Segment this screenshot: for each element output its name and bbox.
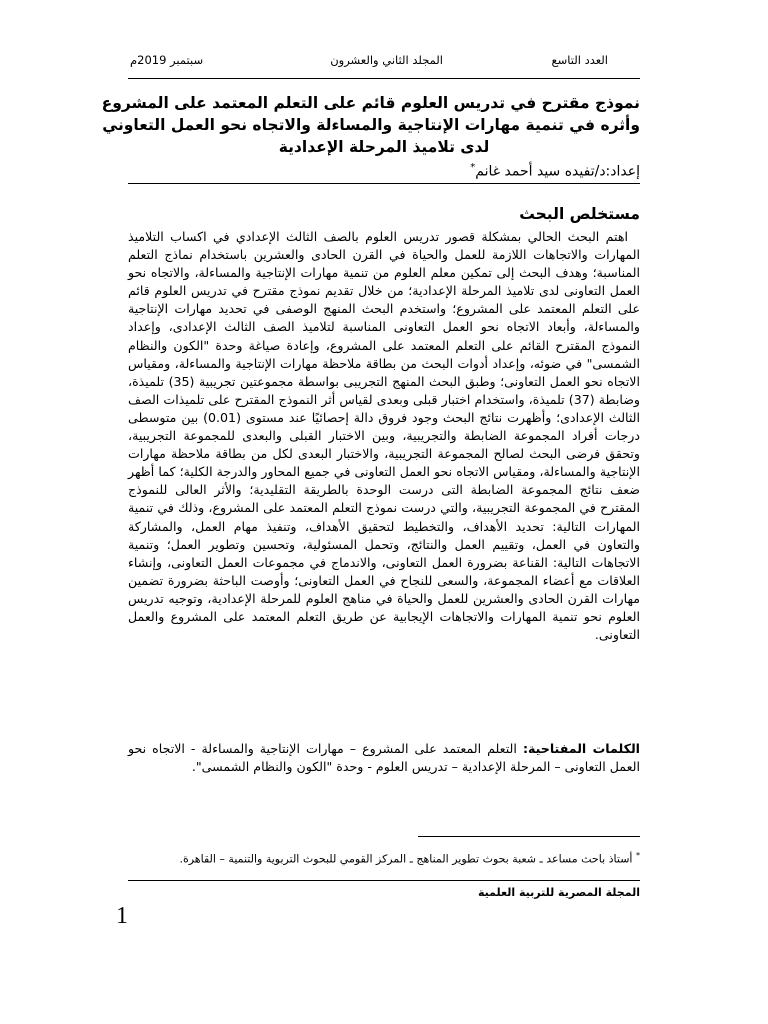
- issue-label: العدد التاسع: [551, 53, 608, 67]
- footer-rule: [128, 880, 640, 881]
- volume-label: المجلد الثاني والعشرون: [330, 53, 443, 67]
- abstract-heading: مستخلص البحث: [519, 205, 640, 223]
- title-line-2: وأثره في تنمية مهارات الإنتاجية والمساءلة والاتجاه نحو العمل التعاوني: [102, 116, 640, 134]
- keywords: [128, 740, 640, 776]
- author-rule: [128, 183, 640, 184]
- author-name: إعداد:د/تفيده سيد أحمد غانم: [475, 163, 640, 180]
- running-header: [130, 50, 608, 70]
- date-label: سبتمبر 2019م: [130, 53, 204, 67]
- keywords-label: الكلمات المفتاحية:: [522, 741, 640, 756]
- keywords-text: التعلم المعتمد على المشروع – مهارات الإنتاجية والمساءلة - الاتجاه نحو العمل التعاونى – المرحلة الإعدادية – تدريس العلوم - وحدة "الكون والنظام الشمسى".: [128, 741, 640, 775]
- footnote-text: أستاذ باحث مساعد ـ شعبة بحوث تطوير المناهج ـ المركز القومي للبحوث التربوية والتنمية – القاهرة.: [179, 852, 633, 866]
- title-line-3: لدى تلاميذ المرحلة الإعدادية: [278, 138, 490, 156]
- header-rule: [128, 78, 640, 79]
- footnote-marker: *: [636, 851, 640, 860]
- journal-name: المجلة المصرية للتربية العلمية: [478, 886, 640, 899]
- title-line-1: نموذج مقترح في تدريس العلوم قائم على التعلم المعتمد على المشروع: [101, 94, 640, 112]
- paper-title: [101, 92, 640, 158]
- author-footnote-marker: *: [470, 162, 476, 173]
- author-line: [470, 158, 640, 182]
- abstract-body: اهتم البحث الحالي بمشكلة قصور تدريس العلوم بالصف الثالث الإعدادي في اكساب التلاميذ المهارات والاتجاهات اللازمة للعمل والحياة في القرن الحادى والعشرين باستخدام نماذج التعلم المناسبة؛ وهدف البحث إلى تمكين معلم العلوم من تنمية مهارات الإنتاجية والمساءلة، والاتجاه نحو العمل التعاونى لدى تلاميذ المرحلة الإعدادية؛ من خلال تقديم نموذج مقترح في تدريس العلوم قائم على التعلم المعتمد على المشروع؛ واستخدم البحث المنهج الوصفى في تحديد مهارات الإنتاجية والمساءلة، وأبعاد الاتجاه نحو العمل التعاونى المناسبة لتلاميذ الصف الثالث الإعدادى، وإعداد النموذج المقترح القائم على التعلم المعتمد على المشروع، وإعادة صياغة وحدة "الكون والنظام الشمسى" في ضوئه، وإعداد أدوات البحث من بطاقة ملاحظة مهارات الإنتاجية والمساءلة، ومقياس الاتجاه نحو العمل التعاونى؛ وطبق البحث المنهج التجريبى بواسطة مجموعتين تجريبية (35) تلميذة، وضابطة (37) تلميذة، واستخدام اختبار قبلى وبعدى لقياس أثر النموذج المقترح على تلميذات الصف الثالث الإعدادى؛ وأظهرت نتائج البحث وجود فروق دالة إحصائيًا عند مستوى (0.01) بين متوسطى درجات أفراد المجموعة الضابطة والتجريبية، وبين الاختبار القبلى والبعدى للمجموعة التجريبية، وتحقق فرضى البحث لصالح المجموعة التجريبية، والاختبار البعدى لكل من بطاقة ملاحظة مهارات الإنتاجية والمساءلة، ومقياس الاتجاه نحو العمل التعاونى في جميع المحاور والدرجة الكلية؛ كما أظهر ضعف نتائج المجموعة الضابطة التى درست الوحدة بالطريقة التقليدية؛ والأثر العالى للنموذج المقترح في المجموعة التجريبية، والتي درست نموذج التعلم المعتمد على المشروع، وذلك في تنمية المهارات التالية: تحديد الأهداف، والتخطيط لتحقيق الأهداف، وتنفيذ مهام العمل، والمشاركة والتعاون في العمل، وتقييم العمل والنتائج، وتحمل المسئولية، وتحسين وتطوير العمل؛ وتنمية الاتجاهات التالية: القناعة بضرورة العمل التعاونى، والاندماج في مجموعات العمل التعاونى، وإنشاء العلاقات مع أعضاء المجموعة، والسعى للنجاح في العمل التعاونى؛ وأوصت الباحثة بضرورة تضمين مهارات القرن الحادى والعشرين للعمل والحياة في مناهج العلوم للمرحلة الإعدادية، وتوجيه تدريس العلوم نحو تنمية المهارات والاتجاهات الإيجابية عن طريق التعلم المعتمد على المشروع والعمل التعاونى.: [128, 229, 641, 643]
- footnote: [128, 848, 640, 868]
- footnote-rule: [418, 836, 640, 837]
- page-number: 1: [116, 903, 128, 929]
